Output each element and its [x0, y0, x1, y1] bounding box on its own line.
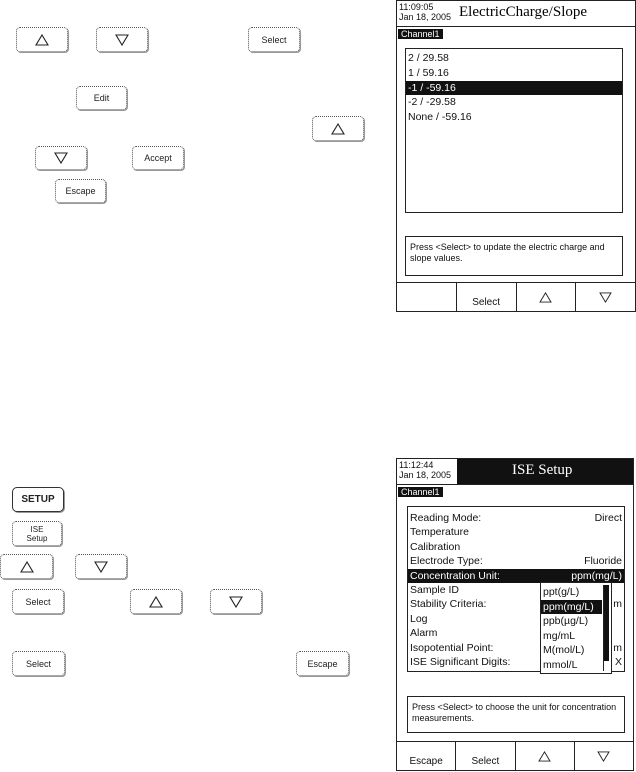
- title-bar: [457, 459, 633, 484]
- setup-row-label: Calibration: [410, 540, 461, 553]
- setup-row-label: Sample ID: [410, 584, 460, 596]
- setup-row-value: m: [613, 598, 622, 611]
- down-arrow-key-4[interactable]: [210, 589, 262, 614]
- setup-row[interactable]: [410, 554, 622, 568]
- screen-header: [397, 459, 633, 485]
- setup-row-label: Electrode Type:: [410, 555, 483, 568]
- clock-date: Jan 18, 2005: [399, 12, 452, 22]
- down-arrow-key-3[interactable]: [75, 554, 127, 579]
- list-item[interactable]: -2 / -29.58: [408, 96, 456, 109]
- list-item[interactable]: 2 / 29.58: [408, 52, 449, 64]
- setup-row-label: Alarm: [410, 627, 438, 640]
- up-arrow-icon: [539, 292, 552, 303]
- accept-key[interactable]: Accept: [132, 146, 184, 170]
- down-arrow-icon: [115, 34, 129, 46]
- softkey-bar: [397, 741, 633, 770]
- setup-row-label: Log: [410, 612, 428, 625]
- unit-dropdown-items: [541, 583, 611, 672]
- softkey-down[interactable]: [575, 283, 635, 311]
- setup-row-value: X: [614, 656, 622, 668]
- down-arrow-key-2[interactable]: [35, 146, 87, 170]
- channel-label: Channel1: [398, 487, 443, 497]
- up-arrow-key-2[interactable]: [312, 116, 364, 141]
- up-arrow-key-4[interactable]: [130, 589, 182, 614]
- edit-key[interactable]: Edit: [76, 86, 127, 110]
- softkey-up[interactable]: [515, 742, 574, 770]
- up-arrow-icon: [20, 561, 34, 573]
- up-arrow-icon: [538, 751, 551, 762]
- setup-row-value: m: [613, 641, 622, 654]
- list-item[interactable]: 1 / 59.16: [408, 66, 449, 79]
- unit-option[interactable]: mmol/L: [543, 658, 578, 671]
- clock-time: 11:12:44: [399, 460, 434, 470]
- charge-slope-list[interactable]: [405, 48, 623, 213]
- setup-row[interactable]: [410, 525, 622, 539]
- ise-setup-menu[interactable]: [407, 506, 625, 672]
- clock: [399, 460, 451, 480]
- help-message: Press <Select> to update the electric charge and slope values.: [405, 236, 623, 276]
- setup-key[interactable]: SETUP: [12, 487, 64, 512]
- down-arrow-icon: [229, 596, 243, 608]
- softkey-up[interactable]: [516, 283, 576, 311]
- escape-key-2[interactable]: Escape: [296, 651, 349, 676]
- setup-row-selected[interactable]: [408, 569, 624, 583]
- down-arrow-icon: [54, 152, 68, 164]
- up-arrow-icon: [35, 34, 49, 46]
- dropdown-scroll-thumb[interactable]: [604, 585, 609, 661]
- setup-row-label: Stability Criteria:: [410, 598, 487, 611]
- setup-row-label: ISE Significant Digits:: [410, 656, 511, 668]
- screen-title: ISE Setup: [512, 462, 573, 478]
- ise-setup-key[interactable]: [12, 521, 62, 546]
- ise-setup-screen: [396, 458, 634, 771]
- up-arrow-key[interactable]: [16, 27, 68, 52]
- unit-option[interactable]: ppt(g/L): [543, 586, 580, 598]
- softkey-escape[interactable]: Escape: [409, 756, 443, 767]
- down-arrow-icon: [94, 561, 108, 573]
- unit-option[interactable]: mg/mL: [543, 629, 576, 642]
- up-arrow-icon: [149, 596, 163, 608]
- softkey-select[interactable]: Select: [456, 283, 516, 311]
- softkey-blank[interactable]: [397, 283, 456, 311]
- setup-row-value: Fluoride: [584, 555, 622, 568]
- dropdown-scrollbar[interactable]: [603, 585, 609, 671]
- softkey-down[interactable]: [574, 742, 633, 770]
- clock: [399, 2, 451, 22]
- setup-row-label: Concentration Unit:: [410, 569, 500, 582]
- help-message: Press <Select> to choose the unit for concentration measurements.: [407, 696, 625, 733]
- up-arrow-key-3[interactable]: [0, 554, 53, 579]
- select-key[interactable]: Select: [248, 27, 300, 52]
- up-arrow-icon: [331, 123, 345, 135]
- clock-date: Jan 18, 2005: [399, 470, 452, 480]
- softkey-bar: [397, 282, 635, 311]
- screen-title: ElectricCharge/Slope: [459, 4, 588, 20]
- electric-charge-screen: [396, 0, 636, 312]
- unit-option[interactable]: M(mol/L): [543, 644, 585, 656]
- ise-setup-key-line2: Setup: [26, 533, 48, 543]
- setup-row-label: Temperature: [410, 526, 469, 539]
- down-arrow-key[interactable]: [96, 27, 148, 52]
- setup-row-label: Isopotential Point:: [410, 641, 494, 654]
- setup-row-value: Direct: [594, 512, 622, 524]
- clock-time: 11:09:05: [399, 2, 434, 12]
- list-item[interactable]: None / -59.16: [408, 111, 472, 124]
- unit-dropdown[interactable]: [540, 582, 612, 674]
- setup-row-label: Reading Mode:: [410, 512, 482, 524]
- down-arrow-icon: [599, 292, 612, 303]
- unit-option[interactable]: ppb(µg/L): [543, 615, 589, 627]
- unit-option-selected[interactable]: ppm(mg/L): [541, 600, 602, 615]
- screen-header: [397, 1, 635, 27]
- list-item-selected[interactable]: -1 / -59.16: [406, 81, 622, 96]
- select-key-2[interactable]: Select: [12, 589, 64, 614]
- ise-setup-key-line1: ISE: [30, 524, 44, 534]
- setup-row[interactable]: [410, 511, 622, 525]
- select-key-3[interactable]: Select: [12, 651, 65, 676]
- setup-row[interactable]: [410, 540, 622, 554]
- down-arrow-icon: [597, 751, 610, 762]
- escape-key[interactable]: Escape: [55, 179, 106, 203]
- softkey-select[interactable]: Select: [455, 742, 514, 770]
- channel-label: Channel1: [398, 29, 443, 39]
- setup-row-value: ppm(mg/L): [571, 569, 622, 582]
